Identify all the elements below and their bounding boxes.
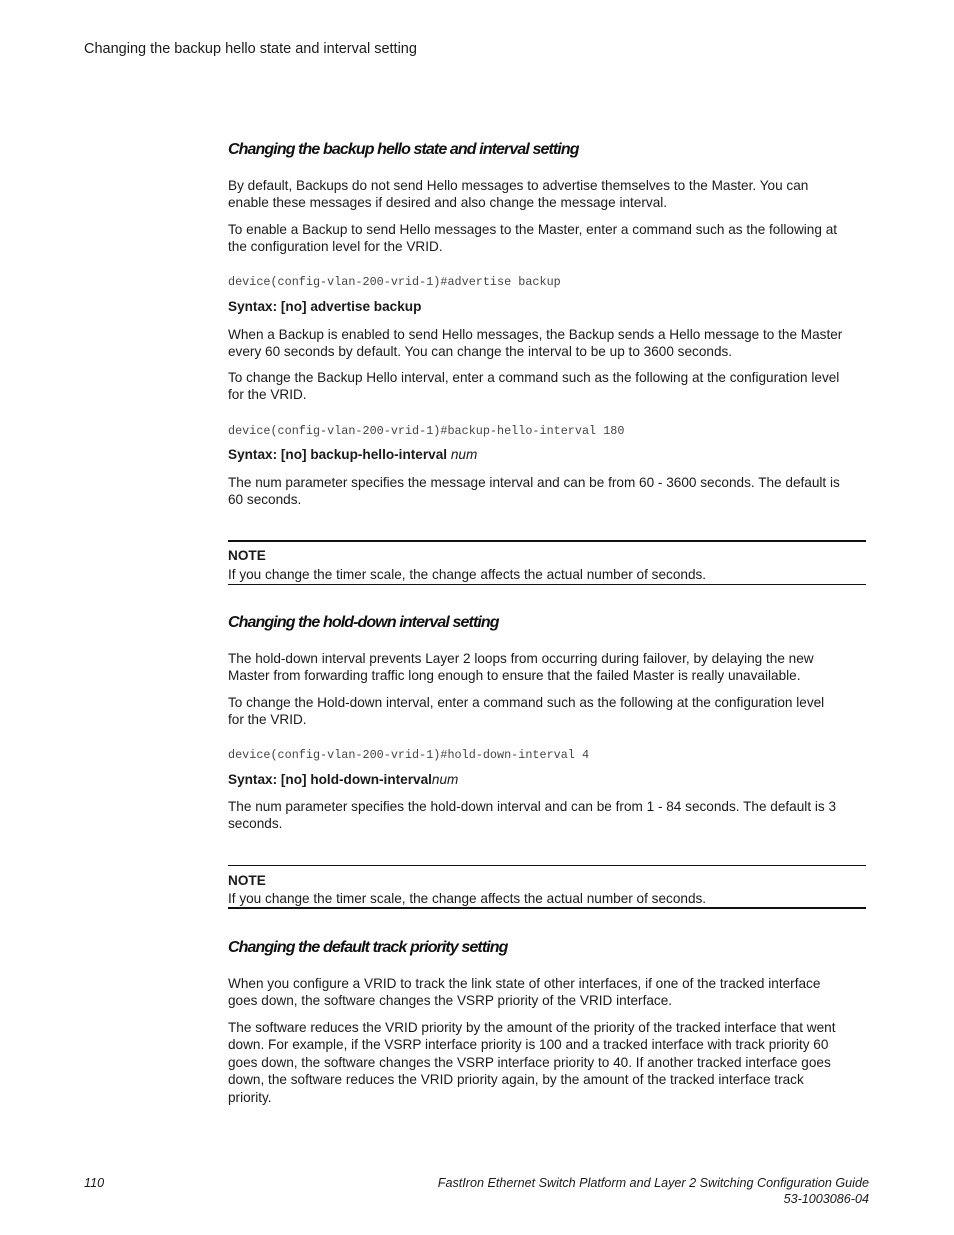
text-line: goes down, the software changes the VSRP interface priority to 40. If another tracked interface goes [228, 1054, 831, 1070]
code-example: device(config-vlan-200-vrid-1)#hold-down-interval 4 [228, 748, 590, 762]
section-heading-backup-hello: Changing the backup hello state and interval setting [228, 141, 579, 158]
syntax-line [228, 447, 866, 462]
text-line: The hold-down interval prevents Layer 2 loops from occurring during failover, by delaying the new [228, 651, 814, 666]
text-line: down. For example, if the VSRP interface priority is 100 and a tracked interface with track priority 60 [228, 1037, 829, 1053]
syntax-parameter: num [450, 447, 478, 462]
paragraph [228, 694, 866, 729]
paragraph [228, 650, 866, 685]
note-top-rule [228, 865, 866, 866]
paragraph [228, 474, 866, 509]
note-label: NOTE [228, 548, 266, 563]
paragraph [228, 326, 866, 361]
footer-doc-number: 53-1003086-04 [783, 1192, 869, 1206]
text-line: When a Backup is enabled to send Hello messages, the Backup sends a Hello message to the Master [228, 327, 843, 342]
syntax-text: Syntax: [no] backup-hello-interval [228, 447, 451, 462]
paragraph [228, 221, 866, 256]
paragraph [228, 177, 866, 212]
text-line: When you configure a VRID to track the link state of other interfaces, if one of the tracked interface [228, 976, 821, 991]
syntax-line [228, 772, 866, 787]
syntax-line [228, 299, 866, 314]
note-text: If you change the timer scale, the change affects the actual number of seconds. [228, 891, 707, 906]
note-label: NOTE [228, 873, 266, 888]
text-line: goes down, the software changes the VSRP priority of the VRID interface. [228, 993, 673, 1009]
text-line: The software reduces the VRID priority by the amount of the priority of the tracked interface that went [228, 1020, 836, 1035]
note-text: If you change the timer scale, the change affects the actual number of seconds. [228, 567, 707, 582]
paragraph [228, 369, 866, 404]
text-line: The num parameter specifies the message interval and can be from 60 - 3600 seconds. The default is [228, 475, 840, 490]
footer-guide-title: FastIron Ethernet Switch Platform and Layer 2 Switching Configuration Guide [437, 1176, 869, 1190]
syntax-text: Syntax: [no] advertise backup [228, 299, 422, 314]
note-top-rule [228, 540, 866, 542]
text-line: Master from forwarding traffic long enough to ensure that the failed Master is really unavailable. [228, 668, 801, 684]
text-line: 60 seconds. [228, 492, 302, 508]
paragraph [228, 1019, 866, 1106]
text-line: down, the software reduces the VRID priority again, by the amount of the tracked interface track [228, 1072, 804, 1088]
note-bottom-rule [228, 907, 866, 909]
paragraph [228, 798, 866, 833]
text-line: every 60 seconds by default. You can change the interval to be up to 3600 seconds. [228, 344, 733, 360]
note-bottom-rule [228, 584, 866, 585]
text-line: enable these messages if desired and also change the message interval. [228, 195, 668, 211]
text-line: To change the Hold-down interval, enter a command such as the following at the configuration level [228, 695, 825, 710]
text-line: seconds. [228, 816, 283, 832]
syntax-text: Syntax: [no] hold-down-interval [228, 772, 432, 787]
text-line: To change the Backup Hello interval, enter a command such as the following at the configuration level [228, 370, 840, 385]
text-line: To enable a Backup to send Hello messages to the Master, enter a command such as the following at [228, 222, 838, 237]
code-example: device(config-vlan-200-vrid-1)#backup-hello-interval 180 [228, 424, 625, 438]
text-line: priority. [228, 1089, 272, 1105]
running-header: Changing the backup hello state and interval setting [84, 41, 417, 57]
text-line: The num parameter specifies the hold-down interval and can be from 1 - 84 seconds. The default is 3 [228, 799, 837, 814]
text-line: the configuration level for the VRID. [228, 239, 443, 255]
section-heading-track-priority: Changing the default track priority setting [228, 939, 508, 956]
page-number: 110 [84, 1176, 105, 1190]
text-line: for the VRID. [228, 712, 307, 728]
text-line: By default, Backups do not send Hello messages to advertise themselves to the Master. You can [228, 178, 809, 193]
text-line: for the VRID. [228, 387, 307, 403]
syntax-parameter: num [431, 772, 459, 787]
code-example: device(config-vlan-200-vrid-1)#advertise backup [228, 275, 561, 289]
section-heading-hold-down: Changing the hold-down interval setting [228, 614, 499, 631]
paragraph [228, 975, 866, 1010]
